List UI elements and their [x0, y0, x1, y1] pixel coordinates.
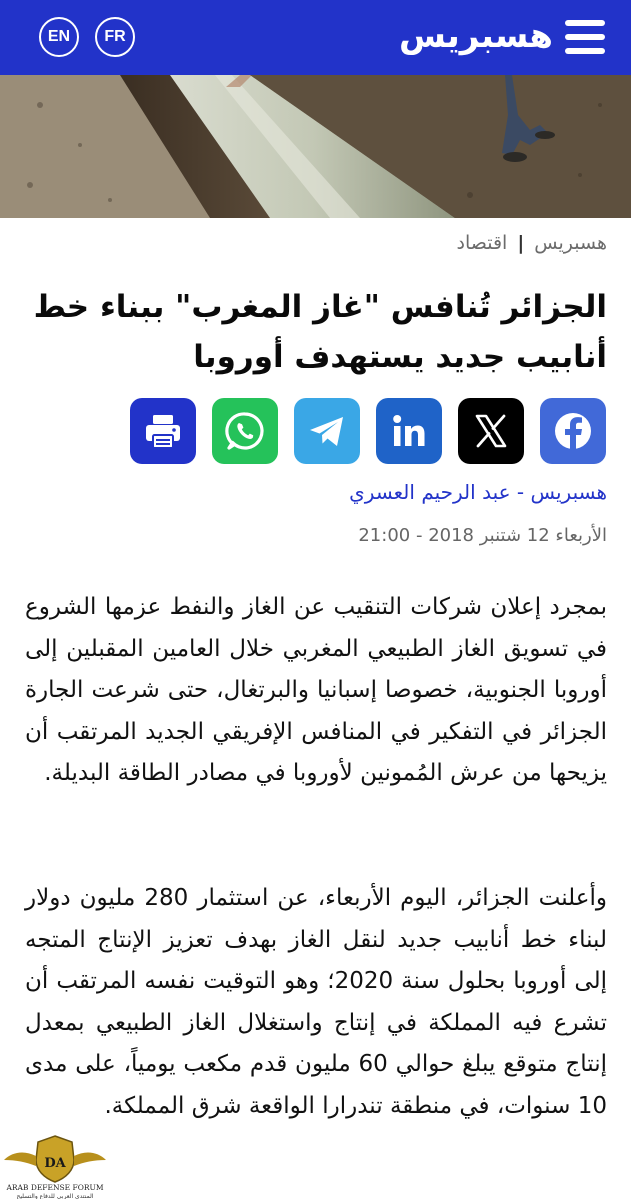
facebook-icon — [540, 398, 606, 464]
breadcrumb-separator: | — [517, 232, 525, 254]
share-facebook-button[interactable] — [540, 398, 606, 464]
breadcrumb-section[interactable]: اقتصاد — [456, 232, 508, 254]
share-whatsapp-button[interactable] — [212, 398, 278, 464]
article-hero-image — [0, 75, 631, 218]
pipeline-photo — [0, 75, 631, 218]
x-icon — [458, 398, 524, 464]
article-paragraph: بمجرد إعلان شركات التنقيب عن الغاز والنفط عزمها الشروع في تسويق الغاز الطبيعي المغربي خلال العامين المقبلين إلى أوروبا الجنوبية، خصوصا إسبانيا والبرتغال، حتى شرعت الجارة الجزائر في التفكير في المنافس الإفريقي الجديد المرتقب أن يزيحها من عرش المُمونين لأوروبا في مصادر الطاقة البديلة. — [25, 594, 607, 786]
telegram-icon — [294, 398, 360, 464]
site-logo[interactable]: هسبريس — [398, 16, 553, 56]
breadcrumb-site[interactable]: هسبريس — [534, 232, 607, 254]
share-telegram-button[interactable] — [294, 398, 360, 464]
lang-fr-button[interactable]: FR — [95, 17, 135, 57]
watermark-initials: DA — [44, 1156, 66, 1171]
watermark-line1: ARAB DEFENSE FORUM — [6, 1183, 104, 1192]
menu-icon[interactable] — [565, 20, 605, 54]
article-date: الأربعاء 12 شتنبر 2018 - 21:00 — [358, 525, 607, 546]
forum-watermark-logo — [0, 1130, 110, 1199]
watermark-line2: المنتدى العربي للدفاع والتسليح — [16, 1193, 94, 1199]
article-paragraph: وأعلنت الجزائر، اليوم الأربعاء، عن استثمار 280 مليون دولار لبناء خط أنابيب جديد لنقل الغاز بهدف تعزيز الإنتاج المتجه إلى أوروبا بحلول سنة 2020؛ وهو التوقيت نفسه المرتقب أن تشرع فيه المملكة في إنتاج واستغلال الغاز الطبيعي بمعدل إنتاج متوقع يبلغ حوالي 60 مليون قدم مكعب يومياً، على مدى 10 سنوات، في منطقة تندرارا الواقعة شرق المملكة. — [25, 885, 607, 1119]
share-x-button[interactable] — [458, 398, 524, 464]
share-linkedin-button[interactable] — [376, 398, 442, 464]
breadcrumb — [457, 232, 607, 254]
whatsapp-icon — [212, 398, 278, 464]
print-button[interactable] — [130, 398, 196, 464]
linkedin-icon — [376, 398, 442, 464]
print-icon — [130, 398, 196, 464]
lang-en-button[interactable]: EN — [39, 17, 79, 57]
top-bar — [0, 0, 631, 75]
article-author[interactable]: هسبريس - عبد الرحيم العسري — [349, 480, 607, 504]
article-title: الجزائر تُنافس "غاز المغرب" ببناء خط أنابيب جديد يستهدف أوروبا — [33, 289, 607, 375]
